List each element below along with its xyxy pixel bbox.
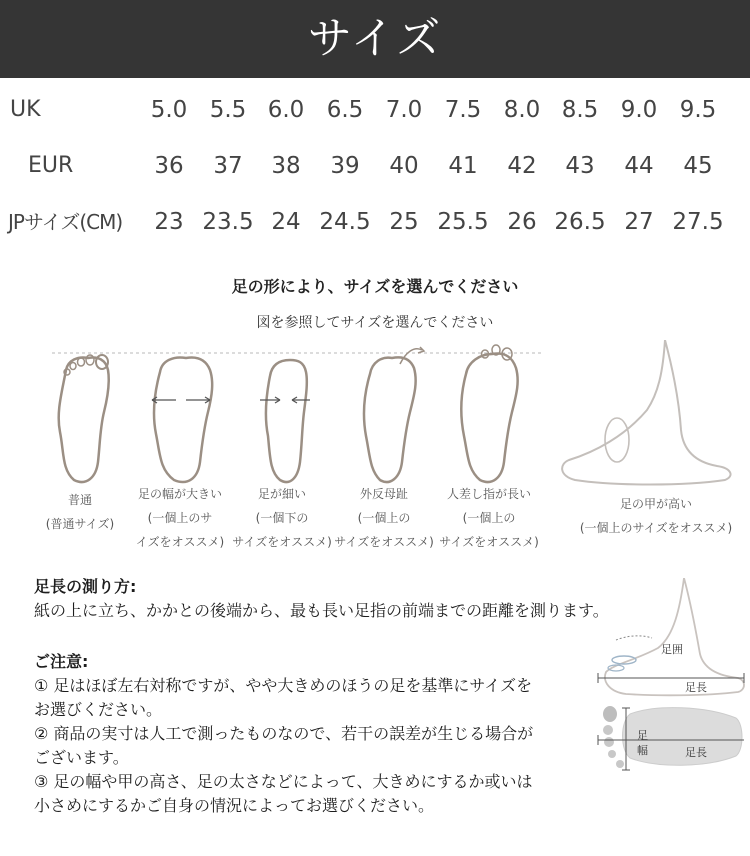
header-bar [0, 0, 750, 78]
notes-section [34, 650, 533, 818]
caption-line: サイズをオススメ) [439, 535, 539, 549]
foot-caption-normal [30, 488, 130, 536]
caption-line: 人差し指が長い [446, 487, 531, 501]
measure-section [34, 575, 609, 623]
caption-line: (一個下の [255, 511, 309, 525]
length-label-sole: 足長 [685, 746, 707, 759]
size-cell: 8.0 [503, 97, 541, 123]
foot-long-toe-icon [452, 344, 532, 487]
notes-heading: ご注意: [34, 652, 89, 671]
size-cell: 41 [448, 153, 478, 179]
caption-line: (普通サイズ) [45, 517, 115, 531]
note-line: ③ 足の幅や甲の高さ、足の太さなどによって、大きめにするか或いは [34, 772, 533, 791]
size-cell: 23.5 [202, 209, 254, 235]
foot-caption-long-toe [434, 482, 544, 554]
size-cell: 26 [507, 209, 537, 235]
size-cell: 44 [624, 153, 654, 179]
size-cell: 37 [213, 153, 243, 179]
length-label-side: 足長 [685, 681, 707, 694]
size-cell: 40 [389, 153, 419, 179]
caption-line: 足が細い [257, 487, 306, 501]
note-line: ② 商品の実寸は人工で測ったものなので、若干の誤差が生じる場合が [34, 724, 534, 743]
note-line: ① 足はほぼ左右対称ですが、やや大きめのほうの足を基準にサイズを [34, 676, 533, 695]
row-label: EUR [28, 153, 74, 178]
size-cell: 6.0 [267, 97, 305, 123]
size-cell: 25.5 [437, 209, 489, 235]
size-cell: 9.5 [679, 97, 717, 123]
size-cell: 42 [507, 153, 537, 179]
caption-line: (一個上の [357, 511, 411, 525]
foot-wide-icon [148, 352, 218, 487]
size-row-eur [0, 146, 750, 186]
size-cell: 7.5 [444, 97, 482, 123]
foot-guide-title: 足の形により、サイズを選んでください [231, 277, 519, 296]
girth-label: 足囲 [661, 643, 683, 656]
note-line: お選びください。 [34, 700, 163, 719]
note-line: 小さめにするかご自身の情況によってお選びください。 [34, 796, 435, 815]
foot-caption-narrow [230, 482, 334, 554]
size-cell: 27 [624, 209, 654, 235]
size-row-jp [0, 202, 750, 242]
size-cell: 7.0 [385, 97, 423, 123]
size-cell: 27.5 [672, 209, 724, 235]
foot-narrow-icon [252, 352, 322, 487]
caption-line: 外反母趾 [359, 487, 408, 501]
foot-caption-high-arch [565, 492, 747, 540]
caption-line: イズをオススメ) [135, 535, 225, 549]
width-label-top: 足 [637, 729, 648, 742]
size-cell: 8.5 [561, 97, 599, 123]
foot-guide-subtitle: 図を参照してサイズを選んでください [256, 315, 494, 331]
measure-heading: 足長の測り方: [34, 577, 137, 596]
caption-line: サイズをオススメ) [334, 535, 434, 549]
size-cell: 25 [389, 209, 419, 235]
row-label: UK [10, 97, 41, 122]
foot-normal-icon [48, 352, 118, 487]
size-cell: 5.0 [150, 97, 188, 123]
caption-line: サイズをオススメ) [232, 535, 332, 549]
size-cell: 24 [271, 209, 301, 235]
foot-measure-diagram [596, 578, 746, 788]
size-cell: 9.0 [620, 97, 658, 123]
size-cell: 43 [565, 153, 595, 179]
size-cell: 26.5 [554, 209, 606, 235]
caption-line: 足の甲が高い [619, 497, 692, 511]
page-title: サイズ [307, 13, 443, 64]
size-cell: 5.5 [209, 97, 247, 123]
size-cell: 45 [683, 153, 713, 179]
foot-caption-bunion [332, 482, 436, 554]
size-row-uk [0, 90, 750, 130]
foot-caption-wide [128, 482, 232, 554]
caption-line: (一個上のサイズをオススメ) [579, 521, 733, 535]
foot-high-arch-icon [555, 340, 745, 490]
caption-line: 普通 [67, 493, 92, 507]
size-cell: 36 [154, 153, 184, 179]
row-label: JPサイズ(CM) [8, 210, 123, 234]
foot-bunion-icon [350, 344, 430, 487]
measure-text: 紙の上に立ち、かかとの後端から、最も長い足指の前端までの距離を測ります。 [34, 601, 609, 620]
caption-line: 足の幅が大きい [137, 487, 222, 501]
size-cell: 39 [330, 153, 360, 179]
size-cell: 24.5 [319, 209, 371, 235]
width-label-bottom: 幅 [637, 744, 648, 757]
note-line: ございます。 [34, 748, 129, 767]
size-cell: 23 [154, 209, 184, 235]
size-cell: 38 [271, 153, 301, 179]
size-cell: 6.5 [326, 97, 364, 123]
caption-line: (一個上の [462, 511, 516, 525]
caption-line: (一個上のサ [147, 511, 213, 525]
